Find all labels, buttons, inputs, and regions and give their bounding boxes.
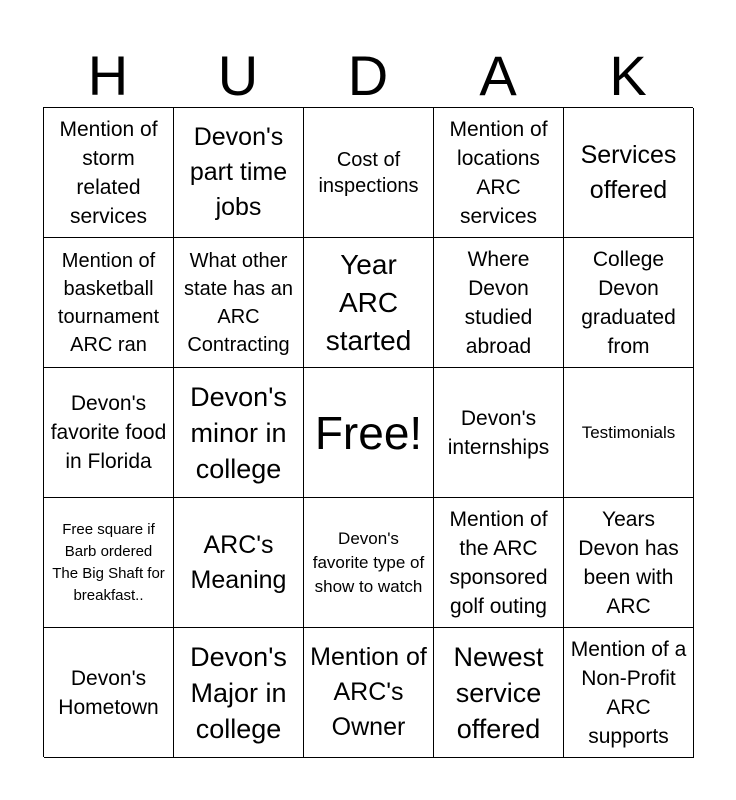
cell-text: Mention of basketball tournament ARC ran — [57, 249, 160, 356]
cell-text: ARC's Meaning — [190, 530, 287, 594]
cell-text: Mention of storm related services — [59, 117, 158, 228]
cell-text: Devon's Major in college — [190, 641, 287, 744]
bingo-cell[interactable] — [564, 628, 694, 758]
bingo-cell[interactable] — [174, 498, 304, 628]
cell-text: Devon's Hometown — [58, 666, 159, 719]
header-letter-u: U — [217, 44, 259, 107]
bingo-cell[interactable] — [44, 368, 174, 498]
bingo-cell[interactable] — [44, 498, 174, 628]
bingo-cell[interactable] — [304, 238, 434, 368]
bingo-cell[interactable] — [564, 238, 694, 368]
bingo-cell[interactable] — [434, 498, 564, 628]
cell-text: Year ARC started — [325, 248, 412, 356]
cell-text: Devon's favorite type of show to watch — [312, 528, 425, 596]
bingo-cell[interactable] — [564, 108, 694, 238]
cell-text: Devon's minor in college — [190, 381, 287, 484]
bingo-cell[interactable] — [564, 498, 694, 628]
cell-text: College Devon graduated from — [581, 247, 676, 358]
cell-text: Testimonials — [581, 423, 676, 442]
bingo-cell[interactable] — [174, 238, 304, 368]
bingo-cell[interactable] — [434, 368, 564, 498]
bingo-cell[interactable] — [434, 628, 564, 758]
bingo-cell[interactable] — [304, 498, 434, 628]
cell-text: What other state has an ARC Contracting — [184, 249, 293, 356]
cell-text: Mention of locations ARC services — [449, 117, 548, 228]
free-space-cell[interactable] — [304, 368, 434, 498]
bingo-cell[interactable] — [434, 108, 564, 238]
cell-text: Cost of inspections — [318, 148, 419, 197]
cell-text: Newest service offered — [453, 641, 544, 744]
bingo-cell[interactable] — [564, 368, 694, 498]
cell-text: Devon's favorite food in Florida — [50, 392, 167, 473]
cell-text: Devon's internships — [447, 406, 550, 459]
bingo-cell[interactable] — [174, 628, 304, 758]
header-letter-d: D — [347, 44, 389, 107]
header-letter-a: A — [479, 44, 517, 107]
bingo-cell[interactable] — [304, 628, 434, 758]
cell-text: Where Devon studied abroad — [464, 247, 533, 358]
bingo-cell[interactable] — [44, 628, 174, 758]
bingo-cell[interactable] — [174, 108, 304, 238]
free-space-text: Free! — [314, 406, 423, 459]
cell-text: Mention of a Non-Profit ARC supports — [570, 637, 687, 748]
bingo-cell[interactable] — [304, 108, 434, 238]
header-letter-h: H — [87, 44, 129, 107]
bingo-cell[interactable] — [44, 238, 174, 368]
cell-text: Mention of ARC's Owner — [310, 643, 427, 741]
cell-text: Years Devon has been with ARC — [578, 507, 679, 618]
bingo-cell[interactable] — [44, 108, 174, 238]
bingo-cell[interactable] — [174, 368, 304, 498]
cell-text: Services offered — [580, 140, 677, 204]
header-letter-k: K — [609, 44, 647, 107]
cell-text: Mention of the ARC sponsored golf outing — [449, 507, 548, 618]
bingo-grid — [43, 107, 693, 757]
cell-text: Devon's part time jobs — [189, 123, 288, 221]
cell-text: Free square if Barb ordered The Big Shaft for breakfast.. — [52, 520, 165, 604]
bingo-cell[interactable] — [434, 238, 564, 368]
bingo-header — [43, 44, 693, 108]
